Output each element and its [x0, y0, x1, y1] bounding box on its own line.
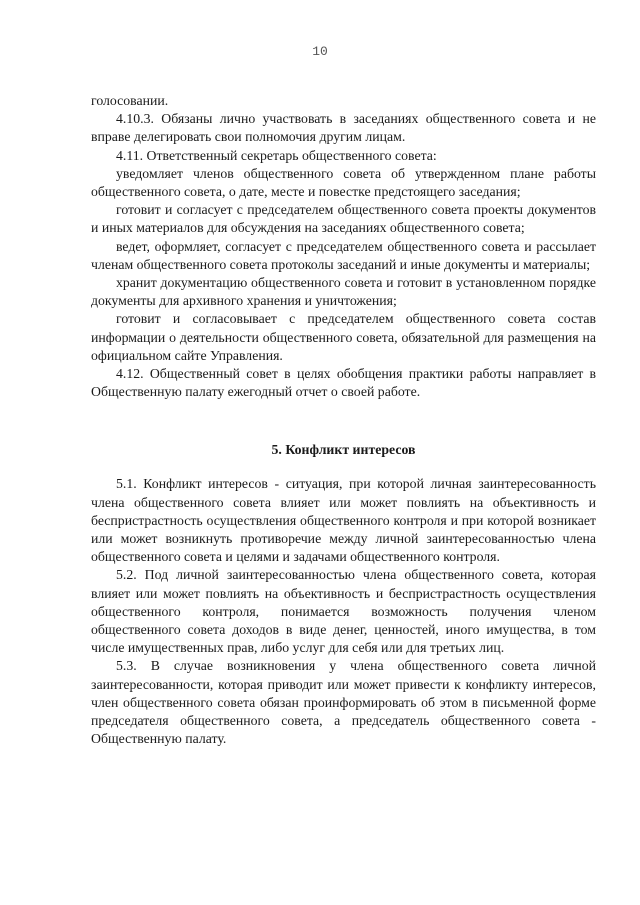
paragraph-4-11-notify: уведомляет членов общественного совета об утвержденном плане работы общественного совета, о дате, месте и повестке предстоящего заседания;	[91, 165, 596, 200]
paragraph-5-1: 5.1. Конфликт интересов - ситуация, при которой личная заинтересованность члена общественного совета влияет или может повлиять на объективность и беспристрастность осуществления общественного контроля и при которой возникает или может возникнуть противоречие между личной заинтересованностью члена общественного совета и целями и задачами общественного контроля.	[91, 476, 596, 565]
paragraph-4-11-minutes: ведет, оформляет, согласует с председателем общественного совета и рассылает членам общественного совета протоколы заседаний и иные документы и материалы;	[91, 238, 596, 272]
paragraph-4-11-website: готовит и согласовывает с председателем общественного совета состав информации о деятельности общественного совета, обязательной для размещения на официальном сайте Управления.	[91, 311, 596, 363]
paragraph-4-11-prepare: готовит и согласует с председателем общественного совета проекты документов и иных материалов для обсуждения на заседаниях общественного совета;	[91, 202, 596, 236]
paragraph-4-10-3: 4.10.3. Обязаны лично участвовать в заседаниях общественного совета и не вправе делегировать свои полномочия другим лицам.	[91, 111, 596, 145]
paragraph-5-2: 5.2. Под личной заинтересованностью члена общественного совета, которая влияет или может повлиять на объективность и беспристрастность осуществления общественного контроля, понимается возможность получения членом общественного совета доходов в виде денег, ценностей, иного имущества, в том числе имущественных прав, либо услуг для себя или для третьих лиц.	[91, 567, 596, 656]
page-number: 10	[312, 44, 328, 59]
paragraph-4-11: 4.11. Ответственный секретарь общественного совета:	[116, 147, 437, 163]
section-5-title: 5. Конфликт интересов	[271, 442, 416, 458]
document-body	[91, 92, 596, 749]
paragraph-4-12: 4.12. Общественный совет в целях обобщения практики работы направляет в Общественную палату ежегодный отчет о своей работе.	[91, 366, 596, 400]
paragraph-4-11-archive: хранит документацию общественного совета и готовит в установленном порядке документы для архивного хранения и уничтожения;	[91, 275, 596, 309]
section-5	[91, 475, 596, 748]
paragraph-5-3: 5.3. В случае возникновения у члена общественного совета личной заинтересованности, которая приводит или может привести к конфликту интересов, член общественного совета обязан проинформировать об этом в письменной форме председателя общественного совета, а председатель общественного совета - Общественную палату.	[91, 658, 596, 747]
paragraph-4-0: голосовании.	[91, 93, 169, 108]
section-4-continuation	[91, 92, 596, 401]
